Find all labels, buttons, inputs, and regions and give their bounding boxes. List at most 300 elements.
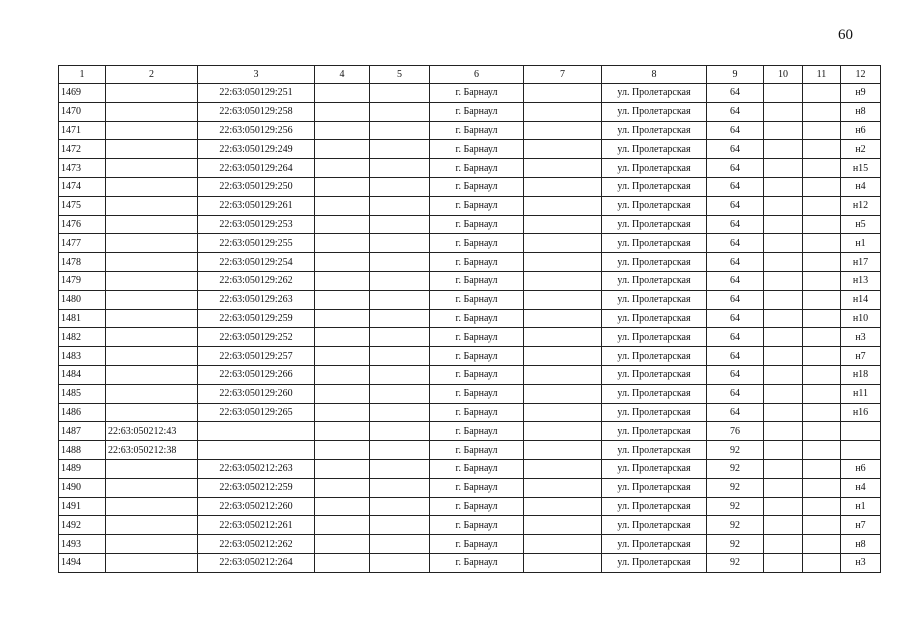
- col-4-cell: [315, 497, 370, 516]
- col-7-cell: [524, 422, 602, 441]
- house-number-cell: 64: [707, 271, 764, 290]
- cadastral-number-premises-cell: 22:63:050129:256: [198, 121, 315, 140]
- premises-number-cell: н18: [841, 365, 881, 384]
- col-11-cell: [803, 422, 841, 441]
- house-number-cell: 92: [707, 516, 764, 535]
- premises-number-cell: н11: [841, 384, 881, 403]
- col-11-cell: [803, 196, 841, 215]
- cadastral-number-land-cell: [106, 328, 198, 347]
- street-cell: ул. Пролетарская: [602, 422, 707, 441]
- house-number-cell: 64: [707, 159, 764, 178]
- header-row: [59, 66, 881, 84]
- row-number-cell: 1483: [59, 347, 106, 366]
- column-header: 1: [59, 66, 106, 84]
- cadastral-number-premises-cell: 22:63:050129:258: [198, 102, 315, 121]
- col-4-cell: [315, 535, 370, 554]
- col-7-cell: [524, 215, 602, 234]
- col-7-cell: [524, 84, 602, 103]
- col-5-cell: [370, 497, 430, 516]
- street-cell: ул. Пролетарская: [602, 309, 707, 328]
- table-row: [59, 328, 881, 347]
- cadastral-number-premises-cell: 22:63:050129:251: [198, 84, 315, 103]
- col-5-cell: [370, 347, 430, 366]
- row-number-cell: 1488: [59, 441, 106, 460]
- cadastral-number-premises-cell: 22:63:050129:252: [198, 328, 315, 347]
- cadastral-number-land-cell: [106, 459, 198, 478]
- premises-number-cell: н8: [841, 102, 881, 121]
- col-4-cell: [315, 234, 370, 253]
- cadastral-number-land-cell: [106, 121, 198, 140]
- settlement-cell: г. Барнаул: [430, 196, 524, 215]
- col-10-cell: [764, 553, 803, 572]
- col-7-cell: [524, 102, 602, 121]
- cadastral-number-premises-cell: 22:63:050212:260: [198, 497, 315, 516]
- col-4-cell: [315, 328, 370, 347]
- col-5-cell: [370, 102, 430, 121]
- table-row: [59, 215, 881, 234]
- col-4-cell: [315, 121, 370, 140]
- cadastral-number-land-cell: [106, 177, 198, 196]
- col-7-cell: [524, 497, 602, 516]
- col-4-cell: [315, 159, 370, 178]
- settlement-cell: г. Барнаул: [430, 347, 524, 366]
- street-cell: ул. Пролетарская: [602, 516, 707, 535]
- house-number-cell: 64: [707, 309, 764, 328]
- col-10-cell: [764, 177, 803, 196]
- col-11-cell: [803, 403, 841, 422]
- premises-number-cell: н12: [841, 196, 881, 215]
- cadastral-number-land-cell: [106, 347, 198, 366]
- col-7-cell: [524, 403, 602, 422]
- row-number-cell: 1470: [59, 102, 106, 121]
- col-11-cell: [803, 459, 841, 478]
- street-cell: ул. Пролетарская: [602, 177, 707, 196]
- premises-number-cell: н10: [841, 309, 881, 328]
- col-11-cell: [803, 328, 841, 347]
- premises-number-cell: н1: [841, 234, 881, 253]
- col-11-cell: [803, 159, 841, 178]
- row-number-cell: 1485: [59, 384, 106, 403]
- street-cell: ул. Пролетарская: [602, 290, 707, 309]
- street-cell: ул. Пролетарская: [602, 234, 707, 253]
- col-4-cell: [315, 271, 370, 290]
- settlement-cell: г. Барнаул: [430, 102, 524, 121]
- row-number-cell: 1478: [59, 253, 106, 272]
- col-7-cell: [524, 196, 602, 215]
- col-5-cell: [370, 516, 430, 535]
- cadastral-number-land-cell: [106, 309, 198, 328]
- row-number-cell: 1490: [59, 478, 106, 497]
- col-4-cell: [315, 102, 370, 121]
- col-5-cell: [370, 140, 430, 159]
- col-5-cell: [370, 553, 430, 572]
- col-5-cell: [370, 422, 430, 441]
- house-number-cell: 64: [707, 347, 764, 366]
- cadastral-number-premises-cell: 22:63:050129:250: [198, 177, 315, 196]
- premises-number-cell: н1: [841, 497, 881, 516]
- col-7-cell: [524, 347, 602, 366]
- premises-number-cell: н2: [841, 140, 881, 159]
- column-header: 4: [315, 66, 370, 84]
- col-11-cell: [803, 102, 841, 121]
- street-cell: ул. Пролетарская: [602, 441, 707, 460]
- col-10-cell: [764, 328, 803, 347]
- settlement-cell: г. Барнаул: [430, 253, 524, 272]
- settlement-cell: г. Барнаул: [430, 441, 524, 460]
- row-number-cell: 1473: [59, 159, 106, 178]
- cadastral-number-land-cell: [106, 102, 198, 121]
- table-row: [59, 459, 881, 478]
- col-10-cell: [764, 215, 803, 234]
- cadastral-number-land-cell: [106, 478, 198, 497]
- row-number-cell: 1471: [59, 121, 106, 140]
- premises-number-cell: н8: [841, 535, 881, 554]
- street-cell: ул. Пролетарская: [602, 215, 707, 234]
- cadastral-number-premises-cell: 22:63:050129:260: [198, 384, 315, 403]
- row-number-cell: 1477: [59, 234, 106, 253]
- cadastral-number-land-cell: [106, 140, 198, 159]
- table-row: [59, 441, 881, 460]
- street-cell: ул. Пролетарская: [602, 459, 707, 478]
- house-number-cell: 64: [707, 140, 764, 159]
- col-4-cell: [315, 478, 370, 497]
- col-11-cell: [803, 497, 841, 516]
- col-5-cell: [370, 234, 430, 253]
- col-5-cell: [370, 121, 430, 140]
- col-7-cell: [524, 553, 602, 572]
- col-4-cell: [315, 441, 370, 460]
- col-4-cell: [315, 365, 370, 384]
- col-11-cell: [803, 290, 841, 309]
- row-number-cell: 1469: [59, 84, 106, 103]
- settlement-cell: г. Барнаул: [430, 365, 524, 384]
- street-cell: ул. Пролетарская: [602, 196, 707, 215]
- street-cell: ул. Пролетарская: [602, 384, 707, 403]
- col-10-cell: [764, 516, 803, 535]
- col-5-cell: [370, 478, 430, 497]
- col-5-cell: [370, 384, 430, 403]
- house-number-cell: 64: [707, 84, 764, 103]
- col-10-cell: [764, 196, 803, 215]
- cadastral-number-premises-cell: 22:63:050129:254: [198, 253, 315, 272]
- premises-number-cell: н3: [841, 553, 881, 572]
- street-cell: ул. Пролетарская: [602, 535, 707, 554]
- col-7-cell: [524, 140, 602, 159]
- settlement-cell: г. Барнаул: [430, 84, 524, 103]
- row-number-cell: 1479: [59, 271, 106, 290]
- col-10-cell: [764, 159, 803, 178]
- settlement-cell: г. Барнаул: [430, 459, 524, 478]
- page-number: 60: [838, 27, 853, 43]
- cadastral-number-land-cell: [106, 516, 198, 535]
- col-5-cell: [370, 535, 430, 554]
- col-4-cell: [315, 215, 370, 234]
- house-number-cell: 92: [707, 478, 764, 497]
- table-row: [59, 102, 881, 121]
- settlement-cell: г. Барнаул: [430, 478, 524, 497]
- col-4-cell: [315, 459, 370, 478]
- col-7-cell: [524, 290, 602, 309]
- col-5-cell: [370, 215, 430, 234]
- col-4-cell: [315, 553, 370, 572]
- premises-number-cell: н3: [841, 328, 881, 347]
- premises-number-cell: н13: [841, 271, 881, 290]
- street-cell: ул. Пролетарская: [602, 140, 707, 159]
- cadastral-number-premises-cell: 22:63:050129:259: [198, 309, 315, 328]
- col-7-cell: [524, 159, 602, 178]
- settlement-cell: г. Барнаул: [430, 328, 524, 347]
- table-row: [59, 384, 881, 403]
- row-number-cell: 1487: [59, 422, 106, 441]
- premises-number-cell: н17: [841, 253, 881, 272]
- col-11-cell: [803, 253, 841, 272]
- col-11-cell: [803, 384, 841, 403]
- col-7-cell: [524, 177, 602, 196]
- cadastral-number-premises-cell: 22:63:050129:264: [198, 159, 315, 178]
- table-row: [59, 535, 881, 554]
- table-row: [59, 253, 881, 272]
- street-cell: ул. Пролетарская: [602, 347, 707, 366]
- table-row: [59, 121, 881, 140]
- cadastral-number-premises-cell: 22:63:050129:262: [198, 271, 315, 290]
- cadastral-number-premises-cell: 22:63:050129:253: [198, 215, 315, 234]
- house-number-cell: 92: [707, 441, 764, 460]
- column-header: 2: [106, 66, 198, 84]
- col-11-cell: [803, 441, 841, 460]
- cadastral-number-land-cell: [106, 403, 198, 422]
- col-4-cell: [315, 84, 370, 103]
- col-5-cell: [370, 441, 430, 460]
- col-7-cell: [524, 121, 602, 140]
- cadastral-number-premises-cell: [198, 441, 315, 460]
- col-11-cell: [803, 535, 841, 554]
- table-row: [59, 309, 881, 328]
- column-header: 11: [803, 66, 841, 84]
- col-5-cell: [370, 271, 430, 290]
- house-number-cell: 64: [707, 177, 764, 196]
- cadastral-number-land-cell: 22:63:050212:38: [106, 441, 198, 460]
- col-10-cell: [764, 459, 803, 478]
- col-10-cell: [764, 309, 803, 328]
- premises-number-cell: [841, 441, 881, 460]
- column-header: 8: [602, 66, 707, 84]
- table-row: [59, 478, 881, 497]
- house-number-cell: 64: [707, 384, 764, 403]
- col-4-cell: [315, 253, 370, 272]
- col-11-cell: [803, 309, 841, 328]
- premises-number-cell: н5: [841, 215, 881, 234]
- table-row: [59, 553, 881, 572]
- table-row: [59, 290, 881, 309]
- col-10-cell: [764, 422, 803, 441]
- col-10-cell: [764, 535, 803, 554]
- cadastral-number-land-cell: [106, 553, 198, 572]
- house-number-cell: 64: [707, 290, 764, 309]
- table-row: [59, 159, 881, 178]
- premises-number-cell: н9: [841, 84, 881, 103]
- col-4-cell: [315, 403, 370, 422]
- street-cell: ул. Пролетарская: [602, 478, 707, 497]
- col-10-cell: [764, 347, 803, 366]
- cadastral-number-land-cell: [106, 384, 198, 403]
- cadastral-number-premises-cell: 22:63:050212:261: [198, 516, 315, 535]
- table-row: [59, 177, 881, 196]
- street-cell: ул. Пролетарская: [602, 84, 707, 103]
- settlement-cell: г. Барнаул: [430, 121, 524, 140]
- col-5-cell: [370, 309, 430, 328]
- col-7-cell: [524, 459, 602, 478]
- row-number-cell: 1486: [59, 403, 106, 422]
- col-4-cell: [315, 196, 370, 215]
- col-7-cell: [524, 365, 602, 384]
- col-5-cell: [370, 403, 430, 422]
- settlement-cell: г. Барнаул: [430, 234, 524, 253]
- row-number-cell: 1494: [59, 553, 106, 572]
- table-row: [59, 403, 881, 422]
- cadastral-number-premises-cell: 22:63:050212:259: [198, 478, 315, 497]
- table-row: [59, 271, 881, 290]
- premises-number-cell: н7: [841, 516, 881, 535]
- row-number-cell: 1480: [59, 290, 106, 309]
- col-11-cell: [803, 271, 841, 290]
- settlement-cell: г. Барнаул: [430, 177, 524, 196]
- col-10-cell: [764, 403, 803, 422]
- col-7-cell: [524, 234, 602, 253]
- column-header: 9: [707, 66, 764, 84]
- col-5-cell: [370, 84, 430, 103]
- column-header: 5: [370, 66, 430, 84]
- table-row: [59, 196, 881, 215]
- house-number-cell: 92: [707, 497, 764, 516]
- street-cell: ул. Пролетарская: [602, 102, 707, 121]
- column-header: 12: [841, 66, 881, 84]
- cadastral-number-premises-cell: 22:63:050129:266: [198, 365, 315, 384]
- col-10-cell: [764, 478, 803, 497]
- premises-number-cell: н6: [841, 121, 881, 140]
- cadastral-number-land-cell: [106, 196, 198, 215]
- house-number-cell: 64: [707, 215, 764, 234]
- cadastral-number-land-cell: [106, 535, 198, 554]
- street-cell: ул. Пролетарская: [602, 497, 707, 516]
- col-11-cell: [803, 140, 841, 159]
- col-5-cell: [370, 365, 430, 384]
- house-number-cell: 64: [707, 196, 764, 215]
- street-cell: ул. Пролетарская: [602, 553, 707, 572]
- col-11-cell: [803, 553, 841, 572]
- col-4-cell: [315, 516, 370, 535]
- cadastral-number-premises-cell: 22:63:050129:255: [198, 234, 315, 253]
- cadastral-number-premises-cell: 22:63:050129:265: [198, 403, 315, 422]
- premises-number-cell: н16: [841, 403, 881, 422]
- col-10-cell: [764, 253, 803, 272]
- col-11-cell: [803, 478, 841, 497]
- settlement-cell: г. Барнаул: [430, 516, 524, 535]
- settlement-cell: г. Барнаул: [430, 290, 524, 309]
- street-cell: ул. Пролетарская: [602, 159, 707, 178]
- table-row: [59, 84, 881, 103]
- house-number-cell: 64: [707, 365, 764, 384]
- row-number-cell: 1472: [59, 140, 106, 159]
- col-7-cell: [524, 535, 602, 554]
- cadastral-number-premises-cell: 22:63:050129:261: [198, 196, 315, 215]
- col-5-cell: [370, 196, 430, 215]
- street-cell: ул. Пролетарская: [602, 365, 707, 384]
- col-7-cell: [524, 271, 602, 290]
- settlement-cell: г. Барнаул: [430, 159, 524, 178]
- table-row: [59, 234, 881, 253]
- row-number-cell: 1493: [59, 535, 106, 554]
- cadastral-number-land-cell: [106, 497, 198, 516]
- col-7-cell: [524, 516, 602, 535]
- house-number-cell: 92: [707, 459, 764, 478]
- col-5-cell: [370, 253, 430, 272]
- cadastral-number-land-cell: [106, 290, 198, 309]
- row-number-cell: 1476: [59, 215, 106, 234]
- house-number-cell: 64: [707, 253, 764, 272]
- col-11-cell: [803, 234, 841, 253]
- col-7-cell: [524, 253, 602, 272]
- col-4-cell: [315, 309, 370, 328]
- house-number-cell: 64: [707, 102, 764, 121]
- settlement-cell: г. Барнаул: [430, 497, 524, 516]
- col-4-cell: [315, 290, 370, 309]
- premises-number-cell: н6: [841, 459, 881, 478]
- street-cell: ул. Пролетарская: [602, 328, 707, 347]
- row-number-cell: 1484: [59, 365, 106, 384]
- col-7-cell: [524, 328, 602, 347]
- col-11-cell: [803, 121, 841, 140]
- col-10-cell: [764, 365, 803, 384]
- col-10-cell: [764, 384, 803, 403]
- cadastral-number-land-cell: [106, 271, 198, 290]
- house-number-cell: 64: [707, 234, 764, 253]
- cadastral-number-land-cell: [106, 234, 198, 253]
- col-4-cell: [315, 422, 370, 441]
- col-10-cell: [764, 121, 803, 140]
- row-number-cell: 1492: [59, 516, 106, 535]
- table-row: [59, 140, 881, 159]
- settlement-cell: г. Барнаул: [430, 422, 524, 441]
- cadastral-number-premises-cell: 22:63:050129:249: [198, 140, 315, 159]
- col-10-cell: [764, 441, 803, 460]
- col-5-cell: [370, 459, 430, 478]
- settlement-cell: г. Барнаул: [430, 384, 524, 403]
- col-10-cell: [764, 84, 803, 103]
- settlement-cell: г. Барнаул: [430, 403, 524, 422]
- premises-number-cell: н7: [841, 347, 881, 366]
- column-header: 7: [524, 66, 602, 84]
- settlement-cell: г. Барнаул: [430, 140, 524, 159]
- row-number-cell: 1489: [59, 459, 106, 478]
- col-10-cell: [764, 234, 803, 253]
- cadastral-number-land-cell: 22:63:050212:43: [106, 422, 198, 441]
- premises-number-cell: н4: [841, 177, 881, 196]
- settlement-cell: г. Барнаул: [430, 535, 524, 554]
- row-number-cell: 1481: [59, 309, 106, 328]
- table-row: [59, 365, 881, 384]
- row-number-cell: 1491: [59, 497, 106, 516]
- cadastral-number-premises-cell: 22:63:050212:262: [198, 535, 315, 554]
- settlement-cell: г. Барнаул: [430, 553, 524, 572]
- col-4-cell: [315, 177, 370, 196]
- house-number-cell: 92: [707, 553, 764, 572]
- col-11-cell: [803, 215, 841, 234]
- cadastral-number-premises-cell: [198, 422, 315, 441]
- col-4-cell: [315, 384, 370, 403]
- cadastral-number-land-cell: [106, 159, 198, 178]
- cadastral-number-land-cell: [106, 365, 198, 384]
- house-number-cell: 76: [707, 422, 764, 441]
